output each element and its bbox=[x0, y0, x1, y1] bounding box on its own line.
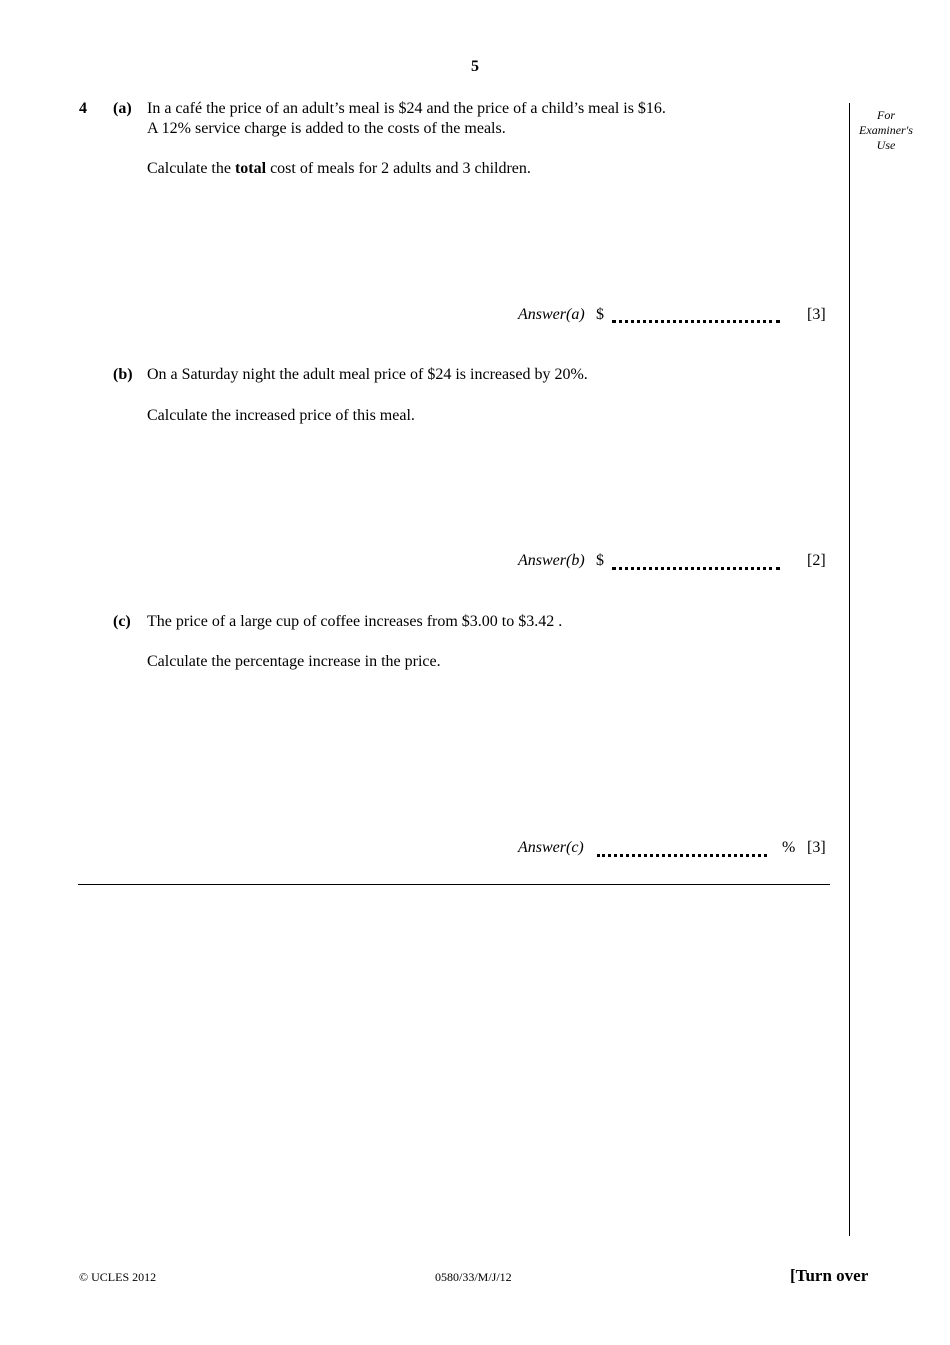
examiner-line-3: Use bbox=[876, 138, 896, 152]
part-c-answer-suffix: % bbox=[782, 839, 796, 856]
examiner-margin-line bbox=[849, 103, 850, 1236]
part-c-label: (c) bbox=[113, 613, 131, 630]
footer-turn-over: [Turn over bbox=[790, 1266, 869, 1285]
part-b-answer-label: Answer(b) bbox=[518, 552, 585, 569]
part-a-line-1: In a café the price of an adult’s meal is $24 and the price of a child’s meal is $16. bbox=[147, 100, 666, 117]
part-a-label: (a) bbox=[113, 100, 132, 117]
part-b-line-1: On a Saturday night the adult meal price of $24 is increased by 20%. bbox=[147, 366, 588, 383]
part-c-marks: [3] bbox=[807, 839, 826, 856]
part-a-marks: [3] bbox=[807, 306, 826, 323]
part-a-line-2: A 12% service charge is added to the costs of the meals. bbox=[147, 120, 506, 137]
question-number: 4 bbox=[79, 100, 87, 117]
part-b-answer-prefix: $ bbox=[596, 552, 604, 569]
examiner-use-box bbox=[850, 108, 922, 153]
footer-paper-code: 0580/33/M/J/12 bbox=[435, 1270, 512, 1284]
question-end-rule bbox=[78, 884, 830, 885]
part-b-answer-field[interactable] bbox=[612, 567, 780, 570]
examiner-line-2: Examiner's bbox=[859, 123, 913, 137]
part-a-instruction-pre: Calculate the bbox=[147, 160, 235, 177]
page-number: 5 bbox=[471, 58, 479, 75]
part-a-answer-label: Answer(a) bbox=[518, 306, 585, 323]
part-a-instruction-bold: total bbox=[234, 160, 267, 177]
footer-copyright: © UCLES 2012 bbox=[79, 1270, 157, 1284]
part-c-line-1: The price of a large cup of coffee increases from $3.00 to $3.42 . bbox=[147, 613, 563, 630]
part-b-instruction: Calculate the increased price of this meal. bbox=[147, 407, 415, 424]
part-b-marks: [2] bbox=[807, 552, 826, 569]
part-c-answer-field[interactable] bbox=[597, 854, 767, 857]
part-c-answer-label: Answer(c) bbox=[518, 839, 584, 856]
part-a-instruction bbox=[147, 160, 531, 178]
part-a-instruction-post: cost of meals for 2 adults and 3 children. bbox=[266, 160, 531, 177]
part-b-label: (b) bbox=[113, 366, 133, 383]
examiner-line-1: For bbox=[877, 108, 895, 122]
part-c-instruction: Calculate the percentage increase in the price. bbox=[147, 653, 441, 670]
part-a-answer-prefix: $ bbox=[596, 306, 604, 323]
part-a-answer-field[interactable] bbox=[612, 320, 780, 323]
